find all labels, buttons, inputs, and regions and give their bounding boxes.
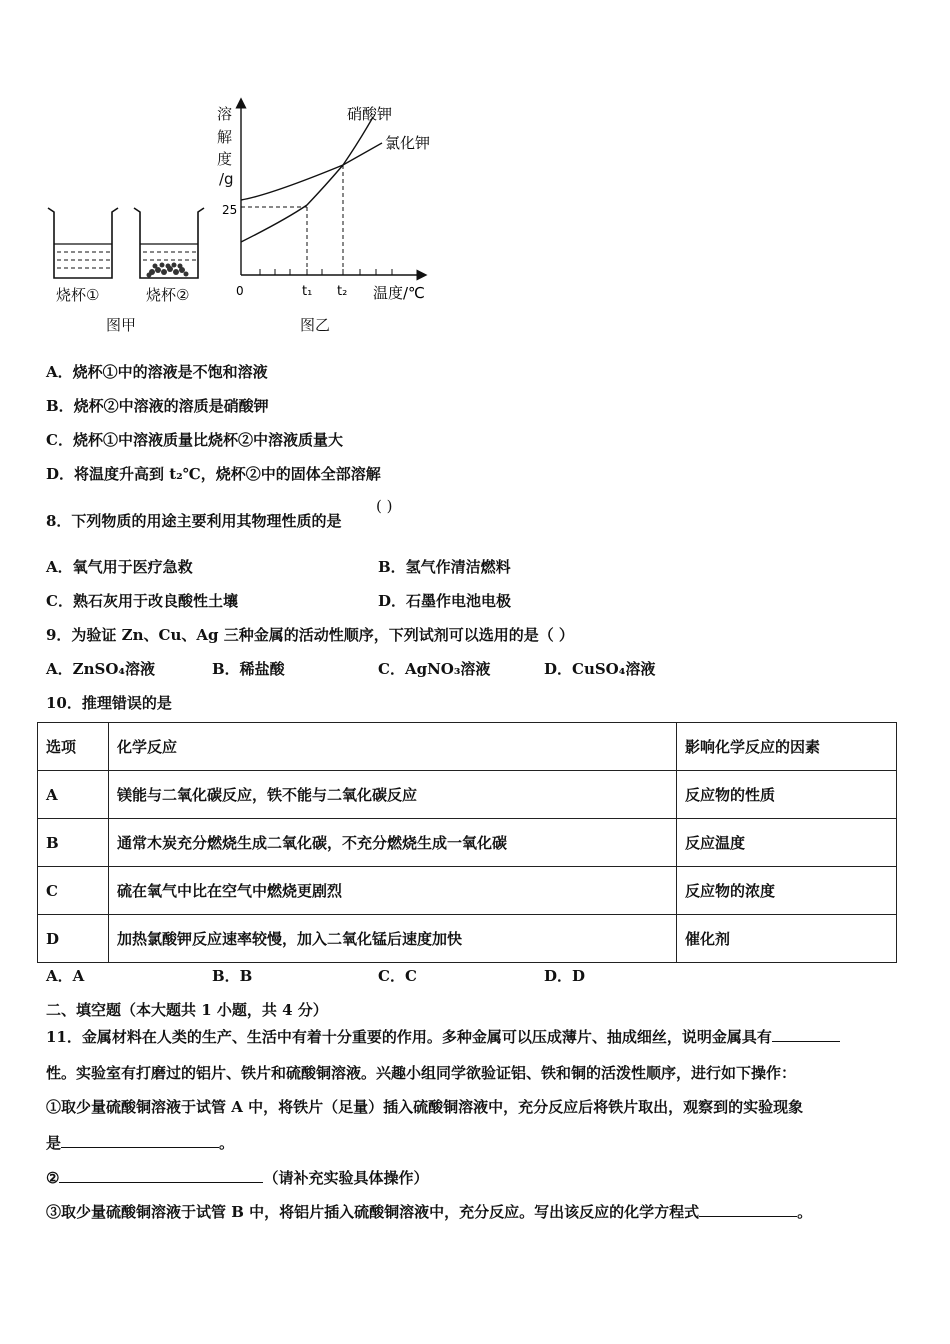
- q11-line-4: [46, 1132, 234, 1153]
- q11-text-5: ②: [46, 1169, 60, 1187]
- beaker-figure: [40, 200, 210, 285]
- q10-option-c[interactable]: C．C: [378, 967, 417, 985]
- q8-option-c[interactable]: C．熟石灰用于改良酸性土壤: [46, 592, 238, 610]
- x-tick-t1: t₁: [302, 284, 313, 299]
- table-row: [38, 819, 897, 867]
- q10-option-d[interactable]: D．D: [544, 967, 586, 985]
- cell-factor: 反应物的浓度: [677, 867, 897, 915]
- q8-option-b[interactable]: B．氢气作清洁燃料: [378, 558, 511, 576]
- beaker2-label: 烧杯②: [146, 286, 190, 304]
- table-row: [38, 771, 897, 819]
- q11-text-4-end: 。: [219, 1134, 235, 1152]
- undissolved-solid: [147, 263, 189, 278]
- cell-option: A: [38, 771, 109, 819]
- cell-reaction: 镁能与二氧化碳反应，铁不能与二氧化碳反应: [109, 771, 677, 819]
- q7-option-b[interactable]: B．烧杯②中溶液的溶质是硝酸钾: [46, 397, 269, 415]
- q11-line-3: ①取少量硫酸铜溶液于试管 A 中，将铁片（足量）插入硫酸铜溶液中，充分反应后将铁片取出，观察到的实验现象: [46, 1098, 804, 1116]
- header-reaction: 化学反应: [109, 723, 677, 771]
- q11-text-6: ③取少量硫酸铜溶液于试管 B 中，将铝片插入硫酸铜溶液中，充分反应。写出该反应的化学方程式: [46, 1203, 700, 1221]
- answer-blank-3[interactable]: [59, 1168, 263, 1183]
- answer-blank-1[interactable]: [772, 1027, 840, 1042]
- table-row: [38, 867, 897, 915]
- cell-option: B: [38, 819, 109, 867]
- beaker-2: [134, 208, 204, 278]
- q10-option-b[interactable]: B．B: [212, 967, 253, 985]
- figure-b-caption: 图乙: [300, 316, 331, 334]
- cell-reaction: 硫在氧气中比在空气中燃烧更剧烈: [109, 867, 677, 915]
- table-header-row: [38, 723, 897, 771]
- q8-option-d[interactable]: D．石墨作电池电极: [378, 592, 512, 610]
- header-option: 选项: [38, 723, 109, 771]
- q7-option-c[interactable]: C．烧杯①中溶液质量比烧杯②中溶液质量大: [46, 431, 343, 449]
- q7-option-a[interactable]: A．烧杯①中的溶液是不饱和溶液: [46, 363, 268, 381]
- q11-text-1: 11．金属材料在人类的生产、生活中有着十分重要的作用。多种金属可以压成薄片、抽成细丝，说明金属具有: [46, 1028, 772, 1046]
- q11-line-6: [46, 1201, 812, 1222]
- header-factor: 影响化学反应的因素: [677, 723, 897, 771]
- y-tick-25: 25: [222, 203, 238, 217]
- q10-table: [37, 722, 897, 963]
- q9-option-a[interactable]: A．ZnSO₄溶液: [46, 660, 155, 678]
- curve-kcl: [241, 143, 382, 200]
- q9-stem: 9．为验证 Zn、Cu、Ag 三种金属的活动性顺序，下列试剂可以选用的是（ ）: [46, 626, 574, 644]
- q8-answer-paren: ( ): [376, 497, 393, 515]
- solubility-chart: [210, 95, 450, 305]
- beaker1-label: 烧杯①: [56, 286, 100, 304]
- answer-blank-4[interactable]: [699, 1202, 797, 1217]
- y-axis-char-3: 度: [217, 150, 233, 168]
- figure-a-caption: 图甲: [106, 316, 137, 334]
- q9-option-c[interactable]: C．AgNO₃溶液: [378, 660, 491, 678]
- q11-text-5-end: （请补充实验具体操作）: [263, 1169, 429, 1187]
- q11-line-1: [46, 1026, 840, 1047]
- q11-text-4: 是: [46, 1134, 62, 1152]
- q7-option-d[interactable]: D．将温度升高到 t₂℃，烧杯②中的固体全部溶解: [46, 465, 381, 483]
- q10-option-a[interactable]: A．A: [46, 967, 85, 985]
- q11-line-2: 性。实验室有打磨过的铝片、铁片和硫酸铜溶液。兴趣小组同学欲验证铝、铁和铜的活泼性顺序，进行如下操作：: [46, 1064, 797, 1082]
- q11-text-6-end: 。: [797, 1203, 813, 1221]
- y-axis-char-2: 解: [217, 128, 233, 146]
- beaker-1: [48, 208, 118, 278]
- section-2-heading: 二、填空题（本大题共 1 小题，共 4 分）: [46, 1001, 328, 1019]
- cell-factor: 反应物的性质: [677, 771, 897, 819]
- cell-reaction: 通常木炭充分燃烧生成二氧化碳，不充分燃烧生成一氧化碳: [109, 819, 677, 867]
- cell-option: C: [38, 867, 109, 915]
- q9-option-d[interactable]: D．CuSO₄溶液: [544, 660, 656, 678]
- cell-reaction: 加热氯酸钾反应速率较慢，加入二氧化锰后速度加快: [109, 915, 677, 963]
- origin-label: 0: [236, 284, 244, 298]
- cell-factor: 反应温度: [677, 819, 897, 867]
- legend-kno3: 硝酸钾: [347, 105, 393, 123]
- answer-blank-2[interactable]: [61, 1133, 219, 1148]
- y-axis-char-1: 溶: [217, 105, 233, 123]
- q11-line-5: [46, 1167, 428, 1188]
- cell-factor: 催化剂: [677, 915, 897, 963]
- q8-stem: 8．下列物质的用途主要利用其物理性质的是: [46, 512, 342, 530]
- x-axis-label: 温度/℃: [373, 284, 425, 302]
- q8-option-a[interactable]: A．氧气用于医疗急救: [46, 558, 193, 576]
- legend-kcl: 氯化钾: [385, 134, 431, 152]
- q10-stem: 10．推理错误的是: [46, 694, 172, 712]
- x-tick-t2: t₂: [337, 284, 348, 299]
- y-axis-char-4: /g: [219, 170, 234, 188]
- q9-option-b[interactable]: B．稀盐酸: [212, 660, 285, 678]
- table-row: [38, 915, 897, 963]
- cell-option: D: [38, 915, 109, 963]
